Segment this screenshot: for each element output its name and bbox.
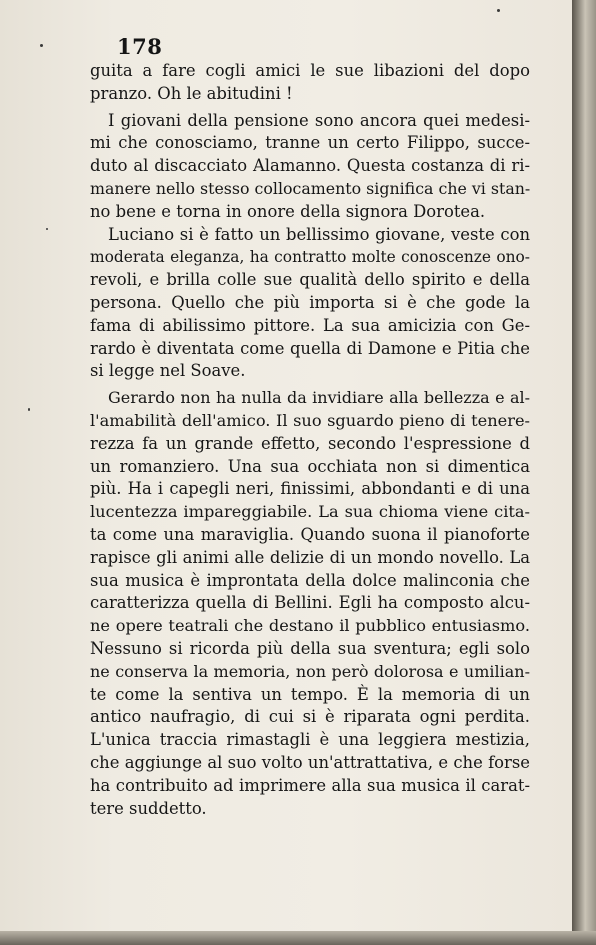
text-line: no bene e torna in onore della signora Dorotea.	[90, 201, 486, 221]
text-line: mi che conosciamo, tranne un certo Filippo, succe-	[90, 133, 530, 153]
ink-speck	[497, 9, 500, 12]
paragraph-start-line: Luciano si è fatto un bellissimo giovane, veste con	[108, 224, 530, 244]
text-line: tere suddetto.	[90, 798, 207, 818]
text-line: rezza fa un grande effetto, secondo l'espressione d	[90, 433, 530, 453]
ink-speck	[40, 44, 43, 47]
paragraph-start-line: Gerardo non ha nulla da invidiare alla bellezza e al-	[108, 388, 530, 408]
text-line: manere nello stesso collocamento significa che vi stan-	[90, 178, 531, 198]
text-line: ta come una maraviglia. Quando suona il pianoforte	[90, 524, 530, 544]
text-line: caratterizza quella di Bellini. Egli ha composto alcu-	[90, 593, 530, 613]
text-line: rapisce gli animi alle delizie di un mondo novello. La	[90, 547, 530, 567]
text-line: te come la sentiva un tempo. È la memoria di un	[90, 684, 530, 704]
text-line: si legge nel Soave.	[90, 361, 246, 381]
text-line: Nessuno si ricorda più della sua sventura; egli solo	[90, 638, 530, 658]
text-line: revoli, e brilla colle sue qualità dello spirito e della	[90, 270, 530, 290]
text-line: L'unica traccia rimastagli è una leggiera mestizia,	[90, 730, 530, 750]
text-line: più. Ha i capegli neri, finissimi, abbondanti e di una	[90, 479, 530, 499]
text-line: un romanziero. Una sua occhiata non si dimentica	[90, 456, 530, 476]
text-line: pranzo. Oh le abitudini !	[90, 83, 293, 103]
text-line: fama di abilissimo pittore. La sua amicizia con Ge-	[90, 315, 530, 335]
text-line: che aggiunge al suo volto un'attrattativa, e che forse	[90, 752, 530, 772]
text-line: l'amabilità dell'amico. Il suo sguardo pieno di tenere-	[90, 410, 530, 430]
text-line: ha contribuito ad imprimere alla sua musica il carat-	[90, 775, 530, 795]
text-line: moderata eleganza, ha contratto molte conoscenze ono-	[90, 248, 530, 267]
text-line: persona. Quello che più importa si è che gode la	[90, 292, 530, 312]
page-edge-shadow	[572, 0, 596, 945]
text-line: duto al discacciato Alamanno. Questa costanza di ri-	[90, 156, 530, 176]
text-line: guita a fare cogli amici le sue libazioni del dopo	[90, 61, 530, 80]
text-line: ne opere teatrali che destano il pubblico entusiasmo.	[90, 616, 530, 636]
scan-bottom-edge	[0, 931, 596, 945]
page-number: 178	[117, 34, 163, 59]
ink-speck	[28, 408, 30, 411]
ink-speck	[46, 228, 48, 230]
text-line: lucentezza impareggiabile. La sua chioma viene cita-	[90, 502, 530, 522]
paragraph-start-line: I giovani della pensione sono ancora quei medesi-	[108, 110, 530, 130]
text-line: sua musica è improntata della dolce malinconia che	[90, 570, 530, 590]
body-text	[90, 60, 530, 820]
text-line: antico naufragio, di cui si è riparata ogni perdita.	[90, 707, 530, 727]
text-line: ne conserva la memoria, non però dolorosa e umilian-	[90, 661, 530, 681]
text-line: rardo è diventata come quella di Damone e Pitia che	[90, 338, 530, 358]
